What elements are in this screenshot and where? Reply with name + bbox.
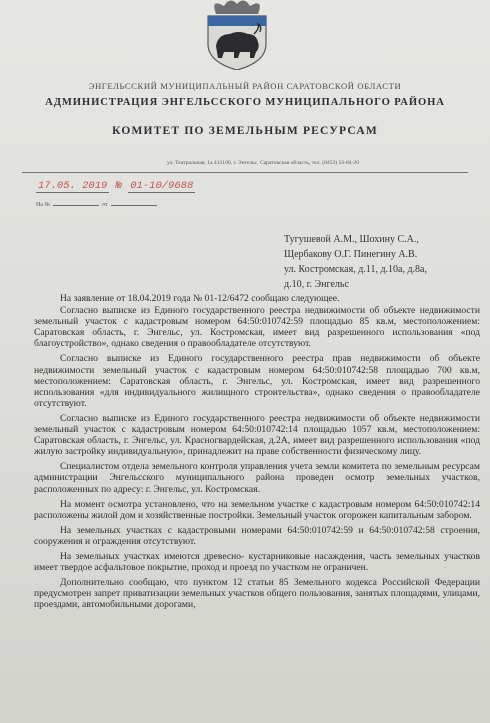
committee-address: ул. Театральная, 1а 413100, г. Энгельс, Саратовская область, тел. (8453) 56-84-20 [166, 160, 360, 166]
recipient-line: Тугушевой А.М., Шохину С.А., [284, 234, 419, 245]
body-paragraph: На момент осмотра установлено, что на земельном участке с кадастровым номером 64:50:010742:14 расположены жилой дом и хозяйственные постройки. Земельный участок огорожен капитальным забором. [34, 498, 480, 521]
body-paragraph: На земельных участках имеются древесно- кустарниковые насаждения, часть земельных участков имеет твердое асфальтовое покрытие, проход и проезд по участком не ограничен. [34, 550, 480, 574]
committee-name: КОМИТЕТ ПО ЗЕМЕЛЬНЫМ РЕСУРСАМ [112, 125, 378, 137]
administration-name: АДМИНИСТРАЦИЯ ЭНГЕЛЬССКОГО МУНИЦИПАЛЬНОГО РАЙОНА [45, 97, 445, 108]
reference-date-blank [111, 199, 157, 206]
registration-number-sign: № [115, 180, 122, 192]
coat-of-arms-icon [200, 0, 274, 70]
recipient-line: д.10, г. Энгельс [284, 279, 349, 290]
registration-number: 01-10/9688 [130, 180, 194, 192]
recipient-line: ул. Костромская, д.11, д.10а, д.8а, [284, 264, 427, 275]
reference-number-blank [53, 199, 99, 206]
registration-date: 17.05. 2019 [38, 180, 108, 192]
district-name: ЭНГЕЛЬССКИЙ МУНИЦИПАЛЬНЫЙ РАЙОН САРАТОВСКОЙ ОБЛАСТИ [88, 81, 402, 91]
reference-label: На № [36, 202, 51, 208]
reference-line [36, 199, 160, 208]
registration-line [36, 180, 195, 192]
header-divider [22, 172, 468, 173]
recipient-line: Щербакову О.Г. Пинегину А.В. [284, 249, 418, 260]
body-paragraph: Согласно выписке из Единого государственного реестра прав недвижимости об объекте недвижимости земельный участок с кадастровым номером 64:50:010742:58 площадью 700 кв.м, местоположением: Саратовская область, г. Энгельс, ул. Костромская, имеет вид разрешенного использования «для индивидуального жилищного строительства», однако сведения о правообладателе отсутствуют. [34, 353, 480, 409]
recipient-block [284, 232, 427, 292]
body-paragraph: Согласно выписке из Единого государственного реестра недвижимости об объекте недвижимости земельный участок с кадастровым номером 64:50:010742:59 площадью 85 кв.м, местоположением: Саратовская область, г. Энгельс, ул. Костромская, имеет вид разрешенного использования «под благоустройство», однако сведения о правообладателе отсутствуют. [34, 305, 480, 350]
body-paragraph: Дополнительно сообщаю, что пунктом 12 статьи 85 Земельного кодекса Российской Федерации предусмотрен запрет приватизации земельных участков общего пользования, занятых площадями, улицами, проездами, автомобильными дорогами, [34, 577, 480, 611]
body-paragraph: На земельных участках с кадастровыми номерами 64:50:010742:59 и 64:50:010742:58 строения, сооружения и ограждения отсутствуют. [34, 524, 480, 547]
body-paragraph: На заявление от 18.04.2019 года № 01-12/6472 сообщаю следующее. [60, 293, 340, 304]
letter-body [34, 293, 480, 614]
reference-from-label: от [102, 202, 108, 208]
body-paragraph: Согласно выписке из Единого государственного реестра недвижимости об объекте недвижимости земельный участок с кадастровым номером 64:50:010742:14 площадью 1057 кв.м, местоположением: Саратовская область, г. Энгельс, ул. Красногвардейская, д.2А, имеет вид разрешенного использования «под жилую застройку индивидуальную», принадлежит на праве собственности физическому лицу. [34, 412, 480, 458]
body-paragraph: Специалистом отдела земельного контроля управления учета земли комитета по земельным ресурсам администрации Энгельсского муниципального района проведен осмотр земельных участков, расположенных по адресу: г. Энгельс, ул. Костромская. [34, 461, 480, 495]
